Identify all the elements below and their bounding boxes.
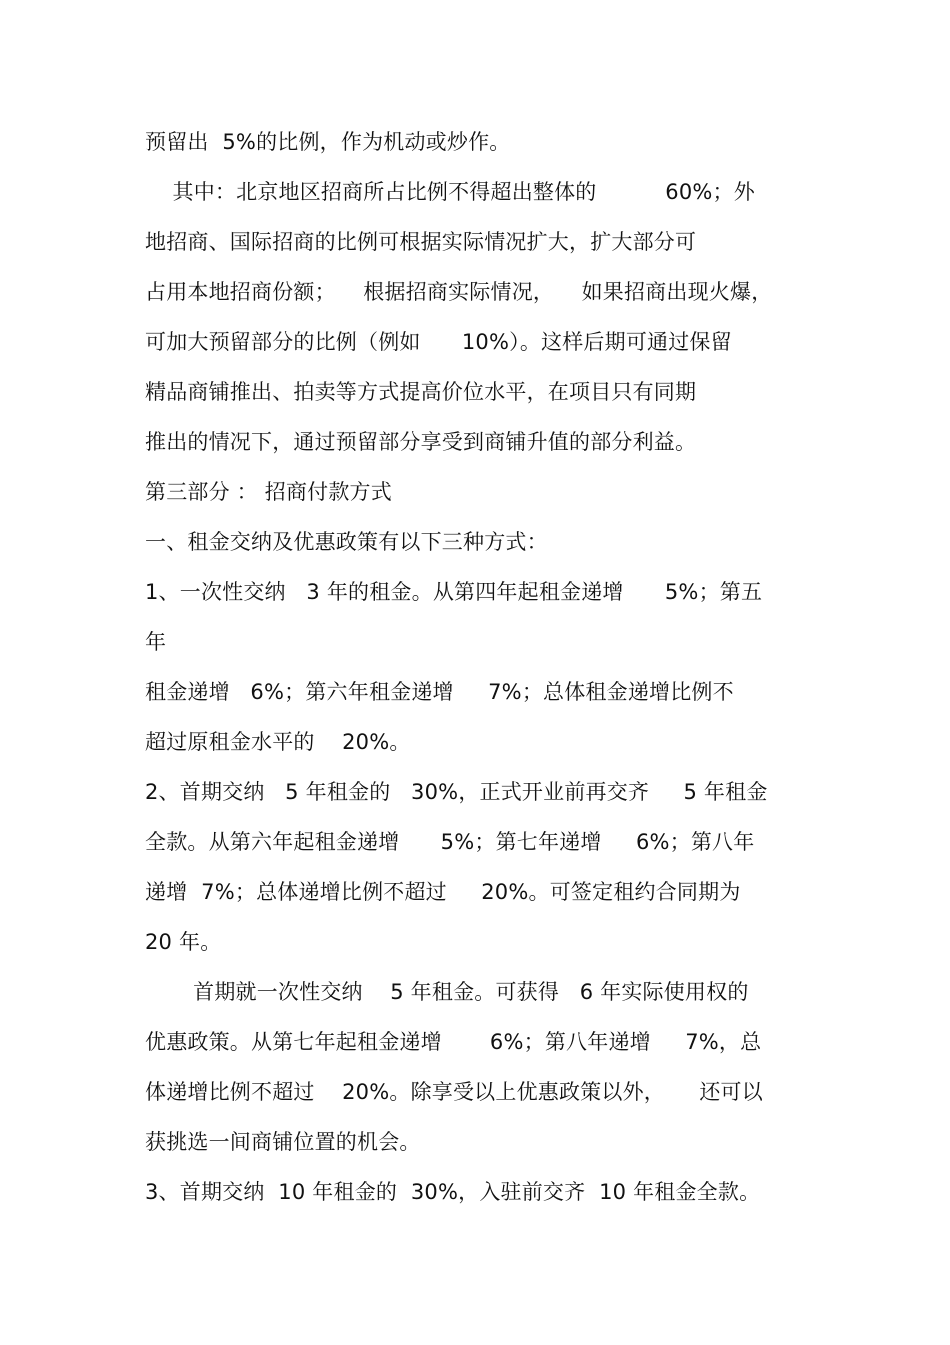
text-line: 优惠政策。从第七年起租金递增 6%；第八年递增 7%，总 xyxy=(145,1030,762,1054)
text-line: 租金递增 6%；第六年租金递增 7%；总体租金递增比例不 xyxy=(145,680,734,704)
text-line: 占用本地招商份额； 根据招商实际情况， 如果招商出现火爆， xyxy=(145,280,773,304)
text-line: 预留出 5%的比例，作为机动或炒作。 xyxy=(145,130,511,154)
text-line: 递增 7%；总体递增比例不超过 20%。可签定租约合同期为 xyxy=(145,880,741,904)
text-line: 精品商铺推出、拍卖等方式提高价位水平，在项目只有同期 xyxy=(145,380,697,404)
text-line: 超过原租金水平的 20%。 xyxy=(145,730,411,754)
section-heading: 第三部分 ： 招商付款方式 xyxy=(145,480,392,504)
text-line: 20 年。 xyxy=(145,930,222,954)
text-line: 2、首期交纳 5 年租金的 30%，正式开业前再交齐 5 年租金 xyxy=(145,780,768,804)
text-line: 1、一次性交纳 3 年的租金。从第四年起租金递增 5%；第五 xyxy=(145,580,763,604)
text-line: 首期就一次性交纳 5 年租金。可获得 6 年实际使用权的 xyxy=(145,980,749,1004)
text-line: 全款。从第六年起租金递增 5%；第七年递增 6%；第八年 xyxy=(145,830,755,854)
text-line: 可加大预留部分的比例（例如 10%）。这样后期可通过保留 xyxy=(145,330,732,354)
text-line: 一、租金交纳及优惠政策有以下三种方式： xyxy=(145,530,548,554)
text-line: 地招商、国际招商的比例可根据实际情况扩大，扩大部分可 xyxy=(145,230,697,254)
text-line: 获挑选一间商铺位置的机会。 xyxy=(145,1130,421,1154)
text-line: 推出的情况下，通过预留部分享受到商铺升值的部分利益。 xyxy=(145,430,697,454)
text-line: 3、首期交纳 10 年租金的 30%，入驻前交齐 10 年租金全款。 xyxy=(145,1180,761,1204)
text-line: 年 xyxy=(145,630,167,654)
text-line: 体递增比例不超过 20%。除享受以上优惠政策以外， 还可以 xyxy=(145,1080,763,1104)
text-line: 其中：北京地区招商所占比例不得超出整体的 60%；外 xyxy=(145,180,755,204)
